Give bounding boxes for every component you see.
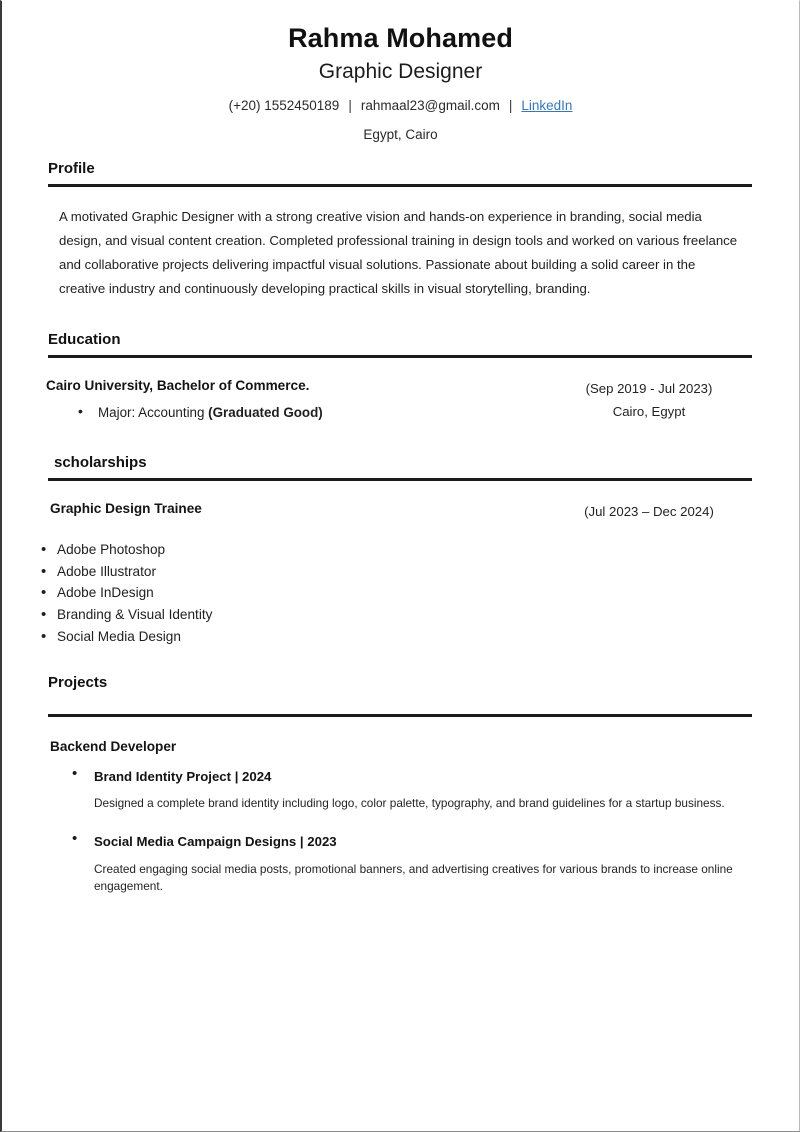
project-title: • Social Media Campaign Designs | 2023 <box>94 834 337 850</box>
project-title: • Brand Identity Project | 2024 <box>94 768 272 784</box>
education-dates: (Sep 2019 - Jul 2023) <box>585 381 713 397</box>
candidate-job-title: Graphic Designer <box>318 60 483 84</box>
linkedin-link[interactable]: LinkedIn <box>521 98 573 114</box>
list-item: • Social Media Design <box>41 626 799 648</box>
section-rule-projects <box>48 714 752 717</box>
contact-separator-2: | <box>508 98 513 114</box>
scholarship-skills-list <box>2 539 799 648</box>
scholarship-dates: (Jul 2023 – Dec 2024) <box>584 503 714 519</box>
projects-list <box>2 768 799 897</box>
education-bullet-list <box>46 402 549 423</box>
education-entry <box>2 376 799 423</box>
education-entry-right <box>549 376 749 423</box>
project-description: Created engaging social media posts, promotional banners, and advertising creatives for various brands to increase online engagement. <box>94 861 733 894</box>
education-heading <box>46 376 549 395</box>
scholarship-entry-left <box>50 499 549 518</box>
section-education <box>2 331 799 423</box>
section-profile <box>2 160 799 301</box>
resume-header <box>2 1 799 142</box>
list-item: • Adobe Photoshop <box>41 539 799 561</box>
project-description: Designed a complete brand identity including logo, color palette, typography, and brand guidelines for a startup business. <box>94 796 725 811</box>
projects-role: Backend Developer <box>50 738 177 754</box>
list-item <box>78 402 549 423</box>
scholarship-entry <box>2 499 799 523</box>
candidate-name: Rahma Mohamed <box>288 23 513 53</box>
section-rule-profile <box>48 184 752 187</box>
section-title-education: Education <box>48 331 121 349</box>
section-title-profile: Profile <box>48 160 95 178</box>
list-item: • Adobe Illustrator <box>41 561 799 583</box>
section-title-scholarships: scholarships <box>54 453 147 471</box>
list-item: • Branding & Visual Identity <box>41 604 799 626</box>
profile-body <box>2 205 799 301</box>
section-rule-scholarships <box>48 478 752 481</box>
list-item: • Adobe InDesign <box>41 582 799 604</box>
email-address: rahmaal23@gmail.com <box>360 98 500 114</box>
section-title-projects: Projects <box>48 673 108 691</box>
candidate-location: Egypt, Cairo <box>363 127 438 143</box>
list-item <box>72 833 799 896</box>
scholarship-role <box>50 499 549 518</box>
section-rule-education <box>48 355 752 358</box>
profile-text: A motivated Graphic Designer with a strong creative vision and hands-on experience in branding, social media design, and visual content creation. Completed professional training in design tools and worked on various freelance and collaborative projects delivering impactful visual solutions. Passionate about building a solid career in the creative industry and continuously developing practical skills in visual storytelling, branding. <box>59 209 738 297</box>
education-institution: Cairo University, <box>46 378 157 394</box>
education-entry-left <box>46 376 549 423</box>
contact-separator-1: | <box>348 98 352 114</box>
list-item <box>72 768 799 813</box>
education-location: Cairo, Egypt <box>612 404 686 420</box>
education-degree: Bachelor of Commerce. <box>156 378 310 394</box>
scholarship-dates-wrap <box>549 499 749 523</box>
education-bullet-text: Major: Accounting <box>98 405 209 421</box>
section-scholarships <box>2 454 799 648</box>
phone-number: (+20) 1552450189 <box>228 98 340 114</box>
scholarship-role-text: Graphic Design Trainee <box>50 500 202 516</box>
contact-line <box>2 97 799 116</box>
education-bullet-bold: (Graduated Good) <box>208 405 323 421</box>
section-projects <box>2 674 799 897</box>
